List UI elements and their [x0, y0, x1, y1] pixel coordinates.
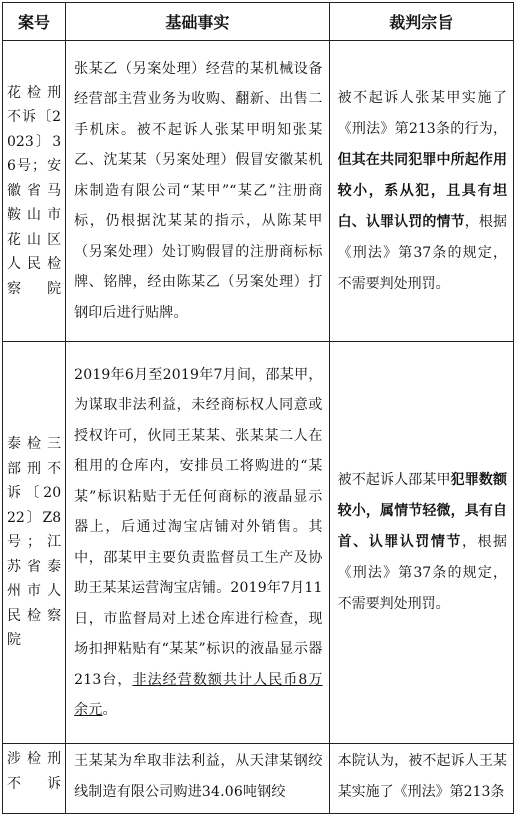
- case-table: [2, 2, 514, 814]
- case-number-cell: 泰检三部刑不诉〔2022〕Z8号；江苏省泰州市人民检察院: [3, 342, 66, 744]
- ruling-text: 被不起诉人邵某甲: [337, 472, 451, 488]
- ruling-emphasis: 但其在共同犯罪中所起作用较小，系从犯，且具有坦白、认罪认罚的情节: [337, 151, 507, 230]
- ruling-cell: [329, 342, 513, 744]
- facts-underlined: 非法经营数额共计人民币8万余元: [74, 671, 323, 718]
- header-ruling: 裁判宗旨: [329, 3, 513, 41]
- facts-cell: [66, 342, 330, 744]
- ruling-cell: [329, 41, 513, 342]
- case-number-cell: 花检刑不诉〔2023〕36号；安徽省马鞍山市花山区人民检察院: [3, 41, 66, 342]
- table-row: [3, 342, 514, 744]
- table-row: [3, 41, 514, 342]
- facts-text: 。: [102, 702, 117, 718]
- ruling-text: ，根据《刑法》第37条的规定，不需要判处刑罚。: [337, 213, 507, 292]
- facts-cell: 张某乙（另案处理）经营的某机械设备经营部主营业务为收购、翻新、出售二手机床。被不起诉人张某甲明知张某乙、沈某某（另案处理）假冒安徽某机床制造有限公司“某甲”“某乙”注册商标，仍根据沈某某的指示，从陈某甲（另案处理）处订购假冒的注册商标标牌、铭牌，经由陈某乙（另案处理）打钢印后进行贴牌。: [66, 41, 330, 342]
- ruling-text: 被不起诉人张某甲实施了《刑法》第213条的行为，: [337, 89, 507, 137]
- ruling-emphasis: 犯罪数额较小，属情节轻微，具有自首、认罪认罚情节: [337, 472, 507, 550]
- facts-cell: 王某某为牟取非法利益，从天津某钢绞线制造有限公司购进34.06吨钢绞: [66, 744, 330, 814]
- table-header-row: [3, 3, 514, 41]
- header-case-no: 案号: [3, 3, 66, 41]
- table-row: [3, 744, 514, 814]
- facts-text: 2019年6月至2019年7月间，邵某甲，为谋取非法利益，未经商标权人同意或授权许可，伙同王某某、张某某二人在租用的仓库内，安排员工将购进的“某某”标识粘贴于无任何商标的液晶显示器上，后通过淘宝店铺对外销售。其中，邵某甲主要负责监督员工生产及协助王某某运营淘宝店铺。2019年7月11日，市监督局对上述仓库进行检查，现场扣押粘贴有“某某”标识的液晶显示器213台，: [74, 366, 323, 688]
- ruling-cell: 本院认为，被不起诉人王某某实施了《刑法》第213条: [329, 744, 513, 814]
- case-number-cell: 涉检刑不诉: [3, 744, 66, 814]
- ruling-text: ，根据《刑法》第37条的规定，不需要判处刑罚。: [337, 534, 508, 612]
- header-facts: 基础事实: [66, 3, 330, 41]
